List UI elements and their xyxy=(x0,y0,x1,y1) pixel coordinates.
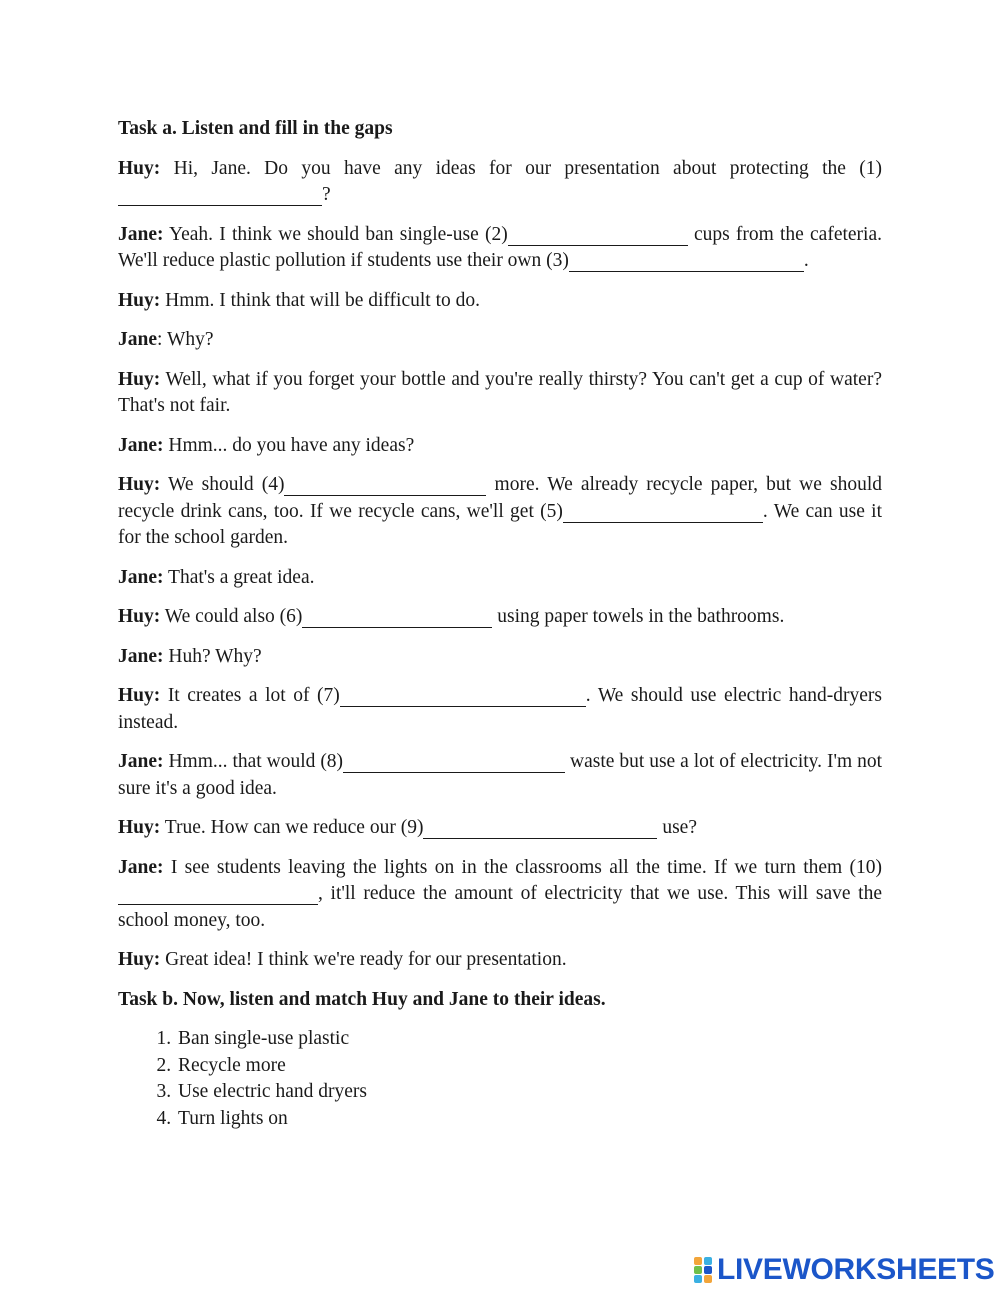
gap-input-4[interactable] xyxy=(284,475,486,496)
idea-item: 1. Ban single-use plastic xyxy=(176,1026,882,1053)
dialogue-text: We should (4) xyxy=(168,474,285,495)
speaker-label: Huy: xyxy=(118,606,161,627)
dialogue-text: Yeah. I think we should ban single-use (2) xyxy=(168,223,508,245)
dialogue-line xyxy=(118,644,882,671)
dialogue-text: Hmm... that would (8) xyxy=(168,751,344,772)
dialogue-text: , it'll reduce the amount of electricity that we use. This will save the school money, too. xyxy=(118,883,882,931)
dialogue-line xyxy=(118,156,882,209)
dialogue-line xyxy=(118,433,882,460)
dialogue-text: ? xyxy=(322,184,331,205)
dialogue-text: . We should use electric hand-dryers instead. xyxy=(118,685,882,733)
dialogue-text: using paper towels in the bathrooms. xyxy=(492,606,785,627)
idea-item: 2. Recycle more xyxy=(176,1053,882,1080)
speaker-label: Huy: xyxy=(118,474,161,495)
speaker-label: Huy: xyxy=(118,368,161,390)
gap-input-5[interactable] xyxy=(563,502,763,523)
dialogue-text: . xyxy=(803,250,809,271)
dialogue-text: Well, what if you forget your bottle and you're really thirsty? You can't get a cup of water? That's not fair. xyxy=(118,368,882,416)
task-a-heading: Task a. Listen and fill in the gaps xyxy=(118,118,393,139)
dialogue-text: Hi, Jane. Do you have any ideas for our presentation about protecting the (1) xyxy=(173,157,883,179)
dialogue-line xyxy=(118,367,882,420)
dialogue-line xyxy=(118,288,882,315)
ideas-list xyxy=(118,1026,882,1132)
dialogue-text: That's a great idea. xyxy=(168,566,315,588)
speaker-label: Jane: xyxy=(118,751,164,772)
dialogue-text: waste but use a lot of electricity. I'm not sure it's a good idea. xyxy=(118,751,883,799)
speaker-label: Huy: xyxy=(118,949,161,970)
speaker-label: Huy: xyxy=(118,685,161,706)
dialogue-text: Hmm... do you have any ideas? xyxy=(168,434,415,456)
worksheet-page xyxy=(118,116,882,1132)
gap-input-3[interactable] xyxy=(569,251,804,272)
gap-input-6[interactable] xyxy=(302,607,492,628)
dialogue-text: more. We already recycle paper, but we should recycle drink cans, too. If we recycle cans, we'll get (5) xyxy=(118,474,882,522)
speaker-label: Jane: xyxy=(118,434,164,456)
dialogue-line xyxy=(118,565,882,592)
logo-wordmark: LIVEWORKSHEETS xyxy=(717,1253,995,1286)
idea-item: 3. Use electric hand dryers xyxy=(176,1079,882,1106)
gap-input-1[interactable] xyxy=(118,185,322,206)
dialogue-line xyxy=(118,472,882,552)
speaker-label: Jane: xyxy=(118,566,164,588)
dialogue-text: use? xyxy=(657,817,697,838)
idea-item: 4. Turn lights on xyxy=(176,1106,882,1133)
dialogue-text: Huh? Why? xyxy=(168,645,262,667)
dialogue-line xyxy=(118,222,882,275)
speaker-label: Jane: xyxy=(118,856,164,878)
dialogue-line xyxy=(118,855,882,935)
dialogue-line xyxy=(118,749,882,802)
dialogue-line xyxy=(118,683,882,736)
dialogue-text: I see students leaving the lights on in the classrooms all the time. If we turn them (10) xyxy=(170,856,883,878)
gap-input-10[interactable] xyxy=(118,884,318,905)
dialogue-text: True. How can we reduce our (9) xyxy=(164,817,424,838)
gap-input-8[interactable] xyxy=(343,752,565,773)
dialogue-line xyxy=(118,947,882,974)
liveworksheets-logo xyxy=(694,1253,995,1287)
dialogue-line xyxy=(118,604,882,631)
dialogue-text: We could also (6) xyxy=(164,606,303,627)
dialogue-text: cups from the cafeteria. We'll reduce plastic pollution if students use their own (3) xyxy=(118,223,882,271)
dialogue-line xyxy=(118,815,882,842)
task-b-heading: Task b. Now, listen and match Huy and Jane to their ideas. xyxy=(118,988,606,1010)
gap-input-2[interactable] xyxy=(508,225,688,246)
dialogue-text: Hmm. I think that will be difficult to do. xyxy=(165,289,480,311)
dialogue-text: . We can use it for the school garden. xyxy=(118,500,882,548)
dialogue-text: It creates a lot of (7) xyxy=(167,685,340,706)
speaker-label: Jane xyxy=(118,329,157,350)
gap-input-9[interactable] xyxy=(423,818,657,839)
speaker-label: Huy: xyxy=(118,817,161,838)
speaker-label: Jane: xyxy=(118,223,164,245)
dialogue-line xyxy=(118,327,882,354)
speaker-label: Huy: xyxy=(118,157,161,179)
speaker-label: Huy: xyxy=(118,289,161,311)
logo-mark-icon xyxy=(694,1257,714,1283)
speaker-label: Jane: xyxy=(118,645,164,667)
dialogue-text: Great idea! I think we're ready for our presentation. xyxy=(165,949,567,970)
gap-input-7[interactable] xyxy=(340,686,586,707)
dialogue-text: : Why? xyxy=(157,329,214,350)
